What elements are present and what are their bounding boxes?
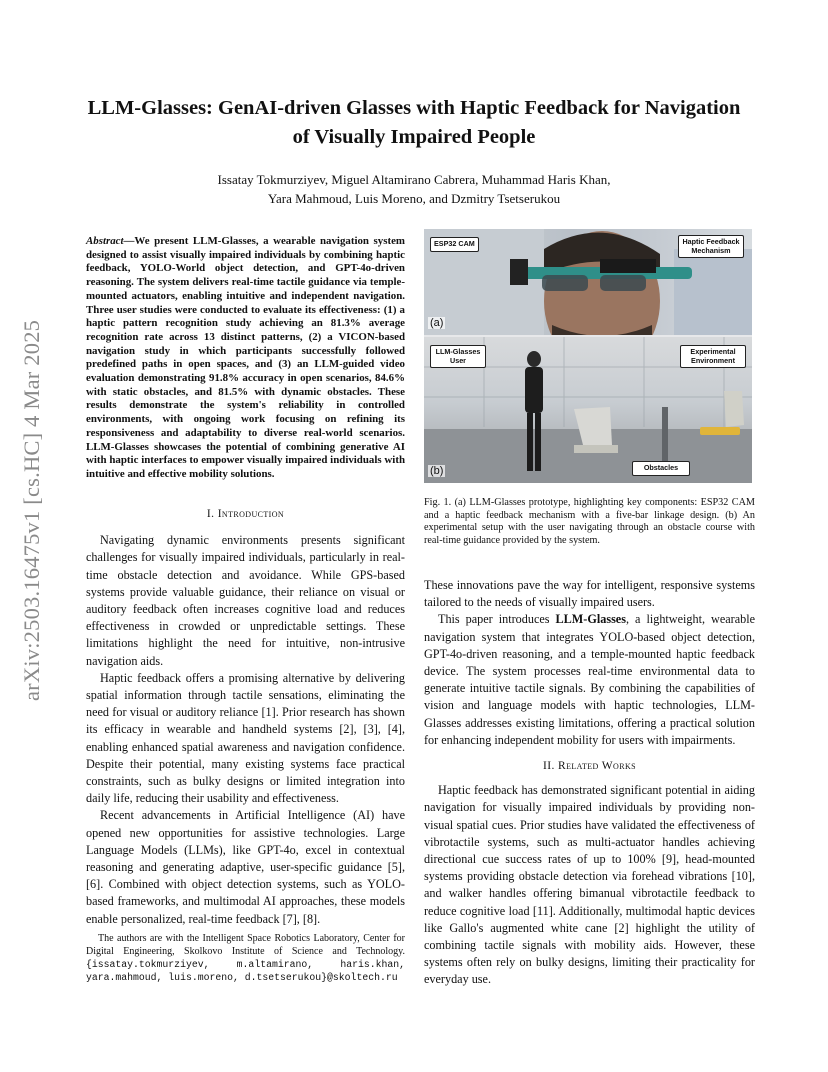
footnote — [86, 932, 405, 984]
paragraph: These innovations pave the way for intelligent, responsive systems tailored to the needs of visually impaired users. — [424, 578, 755, 610]
tag-experimental-environment: Experimental Environment — [680, 345, 746, 368]
paragraph — [424, 611, 755, 749]
section-heading-introduction — [86, 506, 405, 523]
left-column-body — [86, 506, 405, 928]
section-numeral: II. — [543, 760, 555, 773]
section-heading-related-works — [424, 758, 755, 775]
authors-line-2: Yara Mahmoud, Luis Moreno, and Dzmitry Tsetserukou — [267, 191, 561, 206]
figure-panel-a-photo — [424, 229, 752, 335]
tag-esp32-cam: ESP32 CAM — [430, 237, 479, 252]
paragraph: Recent advancements in Artificial Intelligence (AI) have opened new opportunities for assistive technologies. Large Language Models (LLMs), like GPT-4o, excel in contextual reasoning and generating adaptive, user-specific guidance [5], [6]. Combined with object detection systems, such as YOLO-based frameworks, and multimodal AI approaches, these models enable personalized, real-time feedback [7], [8]. — [86, 808, 405, 926]
figure-caption: Fig. 1. (a) LLM-Glasses prototype, highlighting key components: ESP32 CAM and a haptic feedback mechanism with a five-bar linkage design. (b) An experimental setup with the user navigating through an obstacle course with real-time guidance provided by the system. — [424, 497, 755, 546]
paper-title: LLM-Glasses: GenAI-driven Glasses with Haptic Feedback for Navigation of Visually Impaired People — [87, 97, 741, 148]
abstract-text: We present LLM-Glasses, a wearable navigation system designed to assist visually impaired individuals by combining haptic feedback, YOLO-World object detection, and GPT-4o-driven reasoning. The system delivers real-time tactile guidance via temple-mounted actuators, enabling intuitive and independent navigation. Three user studies were conducted to evaluate its effectiveness: (1) a haptic pattern recognition study achieving an 81.3% average recognition rate across 13 distinct patterns, (2) a VICON-based navigation study in which participants successfully followed predefined paths in open spaces, and (3) an LLM-guided video evaluation demonstrating 91.8% accuracy in open scenarios, 84.6% with static obstacles, and 81.5% with dynamic obstacles. These results demonstrate the system's reliability in controlled environments, with ongoing work focusing on refining its responsiveness and adaptability to diverse real-world scenarios. LLM-Glasses showcases the potential of combining generative AI with haptic interfaces to empower visually impaired individuals with intuitive and effective mobility solutions. — [86, 235, 405, 480]
paragraph: Navigating dynamic environments presents significant challenges for visually impaired individuals, particularly in real-time obstacle detection and avoidance. While GPS-based systems provide valuable guidance, their reliance on visual or auditory feedback often increases cognitive load and reduces effectiveness in crowded or unpredictable settings. These limitations highlight the need for intuitive, non-intrusive navigation aids. — [86, 533, 405, 668]
panel-b-label: (b) — [430, 465, 444, 477]
system-name: LLM-Glasses — [555, 612, 626, 627]
section-numeral: I. — [206, 508, 215, 520]
panel-a-label: (a) — [430, 317, 444, 329]
intro-text-after: , a lightweight, wearable navigation system that integrates YOLO-based object detection, GPT-4o-driven reasoning, and a temple-mounted haptic feedback device. The system processes real-time environmental data to generate intuitive tactile signals. By combining the capabilities of vision and language models with haptic technologies, LLM-Glasses addresses existing limitations, offering a practical solution for enhancing independent mobility for users with impairments. — [424, 612, 756, 747]
arxiv-stamp: arXiv:2503.16475v1 [cs.HC] 4 Mar 2025 — [19, 319, 44, 701]
figure-1 — [424, 229, 752, 483]
tag-obstacles: Obstacles — [632, 461, 690, 476]
abstract-dash: — — [123, 235, 135, 247]
section-title: Related Works — [558, 760, 636, 773]
footnote-emails: {issatay.tokmurziyev, m.altamirano, haris.khan, yara.mahmoud, luis.moreno, d.tsetserukou}@skoltech.ru — [86, 959, 405, 983]
paragraph: Haptic feedback has demonstrated significant potential in aiding navigation for visually impaired individuals by providing non-visual spatial cues. Prior studies have validated the effectiveness of vibrotactile systems, such as multi-actuator handles achieving directional cue success rates of up to 100% [9], head-mounted systems providing obstacle detection via forehead vibrations [10], and walker handles offering bimanual vibrotactile feedback to reduce cognitive load [11]. Additionally, multimodal haptic devices like Gallo's augmented white cane [2] highlight the utility of combining tactile signals with mobility aids. However, these systems often rely on bulky designs, limiting their practicality for everyday use. — [424, 783, 755, 987]
abstract — [86, 235, 405, 482]
tag-llm-glasses-user: LLM-Glasses User — [430, 345, 486, 368]
footnote-affiliation: The authors are with the Intelligent Space Robotics Laboratory, Center for Digital Engineering, Skolkovo Institute of Science and Technology. — [86, 933, 405, 957]
paragraph: Haptic feedback offers a promising alternative by delivering spatial information through tactile sensations, eliminating the need for visual or auditory reliance [1]. Prior research has shown its efficacy in wearable and handheld systems [2], [3], [4], enabling enhanced spatial awareness and navigation confidence. Despite their potential, many existing systems face practical constraints, such as bulky designs or limited integration into daily life, reducing their usability and effectiveness. — [86, 670, 405, 806]
intro-text-before: This paper introduces — [438, 612, 556, 627]
right-column-body — [424, 577, 755, 989]
abstract-label: Abstract — [86, 235, 124, 247]
section-title: Introduction — [217, 508, 285, 520]
authors-line-1: Issatay Tokmurziyev, Miguel Altamirano Cabrera, Muhammad Haris Khan, — [217, 172, 611, 187]
tag-haptic-feedback: Haptic Feedback Mechanism — [678, 235, 744, 258]
figure-panel-b-photo — [424, 337, 752, 483]
author-list — [80, 170, 748, 208]
